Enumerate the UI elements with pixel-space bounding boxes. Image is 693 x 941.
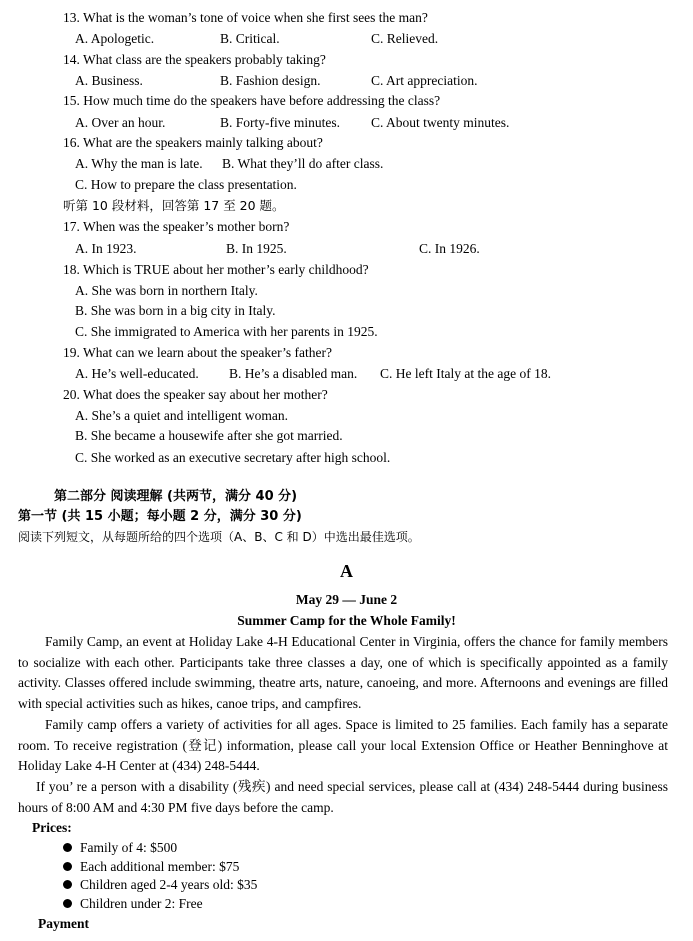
question-17-option-b: B. In 1925.: [226, 241, 287, 256]
question-13-stem: 13. What is the woman’s tone of voice when she first sees the man?: [63, 10, 428, 25]
question-20-option-b: B. She became a housewife after she got married.: [75, 428, 343, 443]
question-19-option-a: A. He’s well-educated.: [75, 366, 199, 381]
price-item: [63, 859, 239, 875]
question-19-stem: 19. What can we learn about the speaker’s father?: [63, 345, 333, 360]
passage-paragraph-1: Family Camp, an event at Holiday Lake 4-H Educational Center in Virginia, offers the chance for family members to socialize with each other. Participants take three classes a day, one of which is specifically appointed as a family activity. Classes offered include swimming, theatre arts, nature, canoeing, and more. Afternoons and evenings are filled with special activities such as hikes, canoe trips, and campfires.: [18, 634, 668, 712]
listening-instruction: 听第 10 段材料，回答第 17 至 20 题。: [63, 198, 285, 213]
question-15-stem: 15. How much time do the speakers have before addressing the class?: [63, 93, 441, 108]
bullet-icon: [63, 899, 72, 908]
passage-letter: A: [340, 561, 353, 581]
passage-paragraph-3: If you’ re a person with a disability (残疾) and need special services, please call at (434) 248-5444 during business hours of 8:00 AM and 4:30 PM five days before the camp.: [18, 779, 668, 815]
question-15-option-a: A. Over an hour.: [75, 115, 166, 130]
question-18-option-a: A. She was born in northern Italy.: [75, 283, 258, 298]
question-17-stem: 17. When was the speaker’s mother born?: [63, 219, 290, 234]
question-13-option-c: C. Relieved.: [371, 31, 439, 46]
question-20-option-a: A. She’s a quiet and intelligent woman.: [75, 408, 288, 423]
question-16-option-c: C. How to prepare the class presentation.: [75, 177, 297, 192]
passage-title: Summer Camp for the Whole Family!: [237, 613, 456, 628]
price-text: Children aged 2-4 years old: $35: [80, 877, 258, 892]
question-17-option-c: C. In 1926.: [419, 241, 480, 256]
price-text: Children under 2: Free: [80, 896, 203, 911]
passage-paragraph-2: Family camp offers a variety of activities for all ages. Space is limited to 25 families. Each family has a separate room. To receive registration (登记) information, please call your local Extension Office or Heather Benninghove at Holiday Lake 4-H Center at (434) 248-5444.: [18, 717, 668, 774]
section1-heading: 第一节 (共 15 小题；每小题 2 分，满分 30 分): [18, 509, 302, 524]
question-18-option-b: B. She was born in a big city in Italy.: [75, 303, 276, 318]
part2-heading: 第二部分 阅读理解 (共两节，满分 40 分): [54, 489, 298, 504]
bullet-icon: [63, 880, 72, 889]
question-13-option-b: B. Critical.: [220, 31, 280, 46]
passage-dates: May 29 — June 2: [295, 592, 398, 607]
question-17-option-a: A. In 1923.: [75, 241, 137, 256]
price-item: [63, 896, 203, 912]
payment-label: Payment: [38, 916, 89, 931]
question-13-option-a: A. Apologetic.: [75, 31, 155, 46]
question-16-stem: 16. What are the speakers mainly talking about?: [63, 135, 323, 150]
question-19-option-b: B. He’s a disabled man.: [229, 366, 358, 381]
price-item: [63, 877, 257, 893]
question-14-option-a: A. Business.: [75, 73, 143, 88]
question-15-option-c: C. About twenty minutes.: [371, 115, 510, 130]
question-15-option-b: B. Forty-five minutes.: [220, 115, 340, 130]
question-16-option-b: B. What they’ll do after class.: [222, 156, 384, 171]
question-14-option-c: C. Art appreciation.: [371, 73, 478, 88]
question-16-option-a: A. Why the man is late.: [75, 156, 203, 171]
price-item: [63, 840, 177, 856]
prices-label: Prices:: [32, 820, 72, 835]
question-14-option-b: B. Fashion design.: [220, 73, 321, 88]
bullet-icon: [63, 862, 72, 871]
question-20-stem: 20. What does the speaker say about her mother?: [63, 387, 328, 402]
question-14-stem: 14. What class are the speakers probably taking?: [63, 52, 326, 67]
question-18-option-c: C. She immigrated to America with her parents in 1925.: [75, 324, 378, 339]
reading-instruction: 阅读下列短文，从每题所给的四个选项（A、B、C 和 D）中选出最佳选项。: [18, 530, 420, 544]
question-20-option-c: C. She worked as an executive secretary after high school.: [75, 450, 391, 465]
bullet-icon: [63, 843, 72, 852]
question-18-stem: 18. Which is TRUE about her mother’s early childhood?: [63, 262, 369, 277]
price-text: Each additional member: $75: [80, 859, 240, 874]
question-19-option-c: C. He left Italy at the age of 18.: [380, 366, 551, 381]
price-text: Family of 4: $500: [80, 840, 178, 855]
